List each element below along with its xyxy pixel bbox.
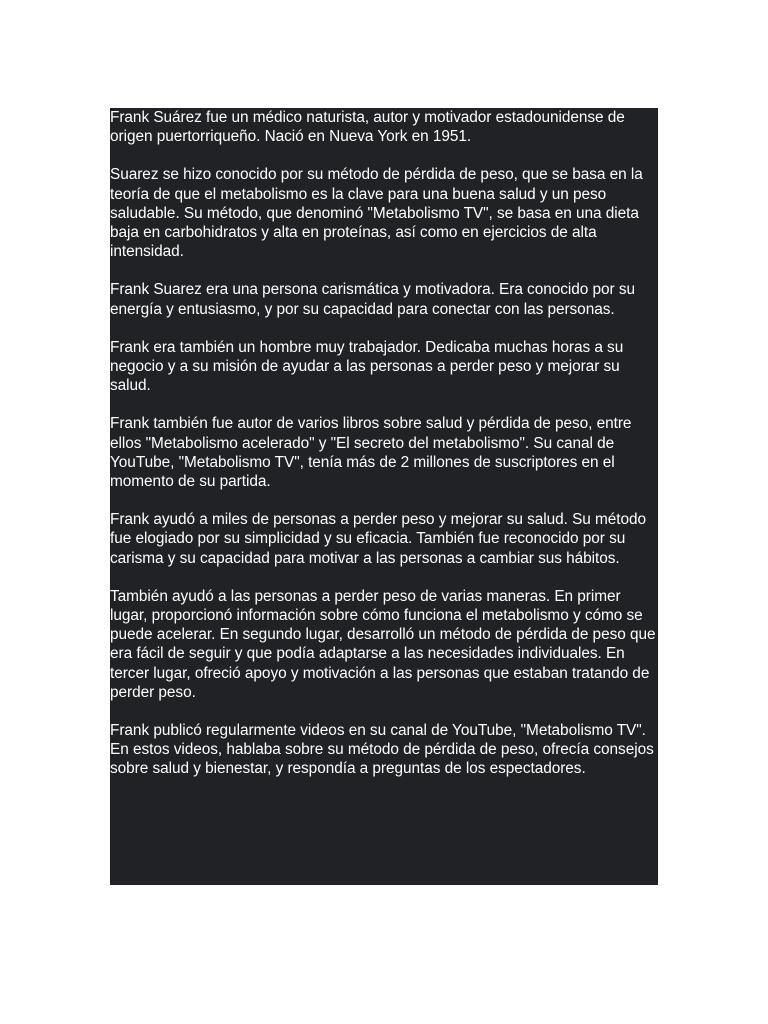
paragraph-4: Frank era también un hombre muy trabajador. Dedicaba muchas horas a su negocio y a su misión de ayudar a las personas a perder peso y mejorar su salud. (110, 338, 624, 395)
paragraph-2: Suarez se hizo conocido por su método de pérdida de peso, que se basa en la teoría de que el metabolismo es la clave para una buena salud y un peso saludable. Su método, que denominó "Metabolismo TV", se basa en una dieta baja en carbohidratos y alta en proteínas, así como en ejercicios de alta intensidad. (110, 166, 643, 261)
paragraph-6: Frank ayudó a miles de personas a perder peso y mejorar su salud. Su método fue elogiado por su simplicidad y su eficacia. También fue reconocido por su carisma y su capacidad para motivar a las personas a cambiar sus hábitos. (110, 511, 647, 567)
paragraph-3: Frank Suarez era una persona carismática y motivadora. Era conocido por su energía y entusiasmo, y por su capacidad para conectar con las personas. (110, 281, 635, 318)
paragraph-5: Frank también fue autor de varios libros sobre salud y pérdida de peso, entre ellos "Metabolismo acelerado" y "El secreto del metabolismo". Su canal de YouTube, "Metabolismo TV", tenía más de 2 millones de suscriptores en el momento de su partida. (110, 415, 632, 491)
paragraph-7: También ayudó a las personas a perder peso de varias maneras. En primer lugar, proporcionó información sobre cómo funciona el metabolismo y cómo se puede acelerar. En segundo lugar, desarrolló un método de pérdida de peso que era fácil de seguir y que podía adaptarse a las necesidades individuales. En tercer lugar, ofreció apoyo y motivación a las personas que estaban tratando de perder peso. (110, 587, 656, 701)
paragraph-8: Frank publicó regularmente videos en su canal de YouTube, "Metabolismo TV". En estos videos, hablaba sobre su método de pérdida de peso, ofrecía consejos sobre salud y bienestar, y respondía a preguntas de los espectadores. (110, 722, 654, 778)
paragraph-1: Frank Suárez fue un médico naturista, autor y motivador estadounidense de origen puertorriqueño. Nació en Nueva York en 1951. (110, 109, 625, 146)
text-block (110, 108, 658, 885)
